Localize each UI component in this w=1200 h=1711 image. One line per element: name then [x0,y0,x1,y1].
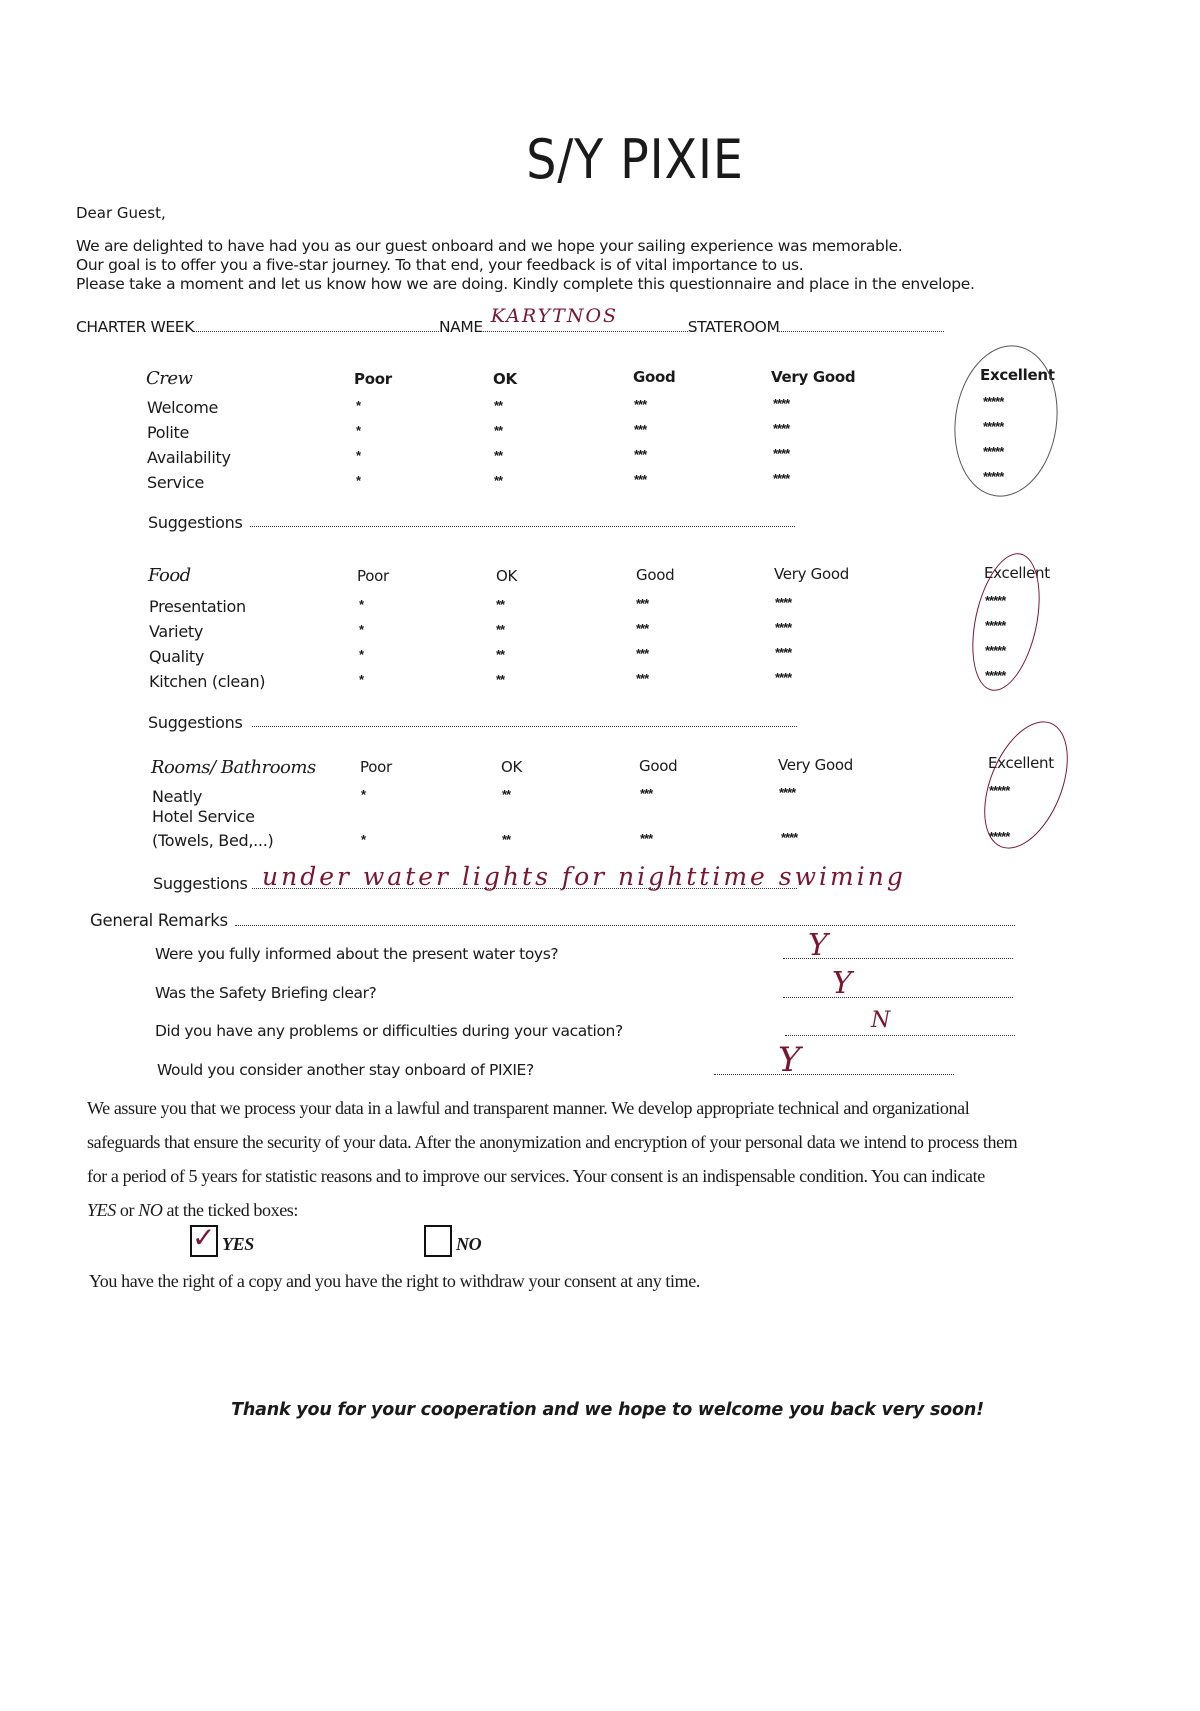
item-label: Variety [149,622,204,641]
consent-line-4: YES or NO at the ticked boxes: [87,1200,298,1220]
section-title: Food [148,565,191,586]
rating-option-ok[interactable]: ** [494,473,503,488]
answer-4-field[interactable] [714,1062,954,1075]
answer-1-value: Y [808,928,828,963]
rating-option-poor[interactable]: * [359,597,364,612]
rating-option-poor[interactable]: * [356,473,361,488]
rating-option-very-good[interactable]: **** [775,620,792,635]
rating-option-good[interactable]: *** [640,786,653,801]
page-title: S/Y PIXIE [526,128,744,191]
rating-option-excellent[interactable]: ***** [989,783,1010,798]
item-label: Availability [147,448,231,467]
item-label: Service [147,473,205,492]
rating-option-very-good[interactable]: **** [775,670,792,685]
rating-option-good[interactable]: *** [636,596,649,611]
header-poor: Poor [354,370,392,388]
header-very-good: Very Good [771,368,856,386]
rating-option-excellent[interactable]: ***** [983,444,1004,459]
item-label: Kitchen (clean) [149,672,266,691]
header-fields [76,305,944,336]
suggestions-label: Suggestions [148,713,243,732]
rating-option-good[interactable]: *** [634,422,647,437]
item-label: Welcome [147,398,219,417]
rating-option-poor[interactable]: * [359,622,364,637]
rating-option-ok[interactable]: ** [496,597,505,612]
rating-option-very-good[interactable]: **** [773,446,790,461]
rating-option-excellent[interactable]: ***** [983,469,1004,484]
consent-rights: You have the right of a copy and you have the right to withdraw your consent at any time. [89,1271,700,1291]
general-remarks-label: General Remarks [90,911,228,930]
header-excellent: Excellent [988,754,1054,772]
suggestions-field[interactable] [250,514,795,527]
consent-no-label: NO [456,1234,482,1254]
rating-option-ok[interactable]: ** [494,398,503,413]
intro-line-1: We are delighted to have had you as our guest onboard and we hope your sailing experience was memorable. [76,237,903,255]
rating-option-poor[interactable]: * [359,672,364,687]
answer-4-value: Y [778,1040,801,1080]
item-label: Quality [149,647,205,666]
suggestions-label: Suggestions [148,513,243,532]
excellent-selection-circle [968,709,1085,860]
header-poor: Poor [357,567,389,585]
rating-option-ok[interactable]: ** [496,672,505,687]
question-1: Were you fully informed about the present water toys? [155,945,559,963]
section-title: Crew [146,368,193,389]
rating-option-ok[interactable]: ** [496,622,505,637]
header-poor: Poor [360,758,392,776]
header-good: Good [633,368,676,386]
rating-option-ok[interactable]: ** [502,787,511,802]
name-value: KARYTNOS [490,305,619,327]
answer-2-value: Y [832,966,852,1001]
rating-option-good[interactable]: *** [634,397,647,412]
rating-option-ok[interactable]: ** [496,647,505,662]
rating-option-poor[interactable]: * [356,423,361,438]
consent-yes-checkbox[interactable] [190,1221,218,1257]
rating-option-excellent[interactable]: ***** [989,829,1010,844]
header-ok: OK [496,567,518,585]
rating-option-excellent[interactable]: ***** [983,394,1004,409]
rating-option-very-good[interactable]: **** [773,421,790,436]
charter-week-label: CHARTER WEEK [76,318,194,336]
charter-week-field[interactable] [194,319,439,332]
suggestions-handwritten-value: under water lights for nighttime swiming [262,862,906,891]
rating-option-good[interactable]: *** [636,646,649,661]
answer-2-field[interactable] [783,985,1013,998]
rating-option-very-good[interactable]: **** [779,785,796,800]
answer-3-field[interactable] [785,1023,1015,1036]
rating-option-excellent[interactable]: ***** [983,419,1004,434]
rating-option-excellent[interactable]: ***** [985,618,1006,633]
checkmark-icon: ✓ [192,1221,216,1254]
header-ok: OK [493,370,517,388]
excellent-selection-circle [945,339,1067,504]
consent-line-1: We assure you that we process your data in a lawful and transparent manner. We develop appropriate technical and organizational [87,1098,970,1118]
name-label: NAME [438,318,483,336]
greeting: Dear Guest, [76,204,166,222]
rating-option-excellent[interactable]: ***** [985,668,1006,683]
question-3: Did you have any problems or difficulties during your vacation? [155,1022,623,1040]
rating-option-very-good[interactable]: **** [773,396,790,411]
rating-option-very-good[interactable]: **** [775,595,792,610]
item-label: Presentation [149,597,246,616]
rating-option-ok[interactable]: ** [494,423,503,438]
item-label: Neatly [152,787,203,806]
item-label: Hotel Service [152,807,255,826]
header-very-good: Very Good [774,565,849,583]
rating-option-very-good[interactable]: **** [773,471,790,486]
rating-option-poor[interactable]: * [359,647,364,662]
question-2: Was the Safety Briefing clear? [155,984,377,1002]
stateroom-field[interactable] [779,319,944,332]
suggestions-field[interactable] [252,714,797,727]
rating-option-good[interactable]: *** [634,447,647,462]
rating-option-good[interactable]: *** [634,472,647,487]
rating-option-good[interactable]: *** [640,831,653,846]
question-4: Would you consider another stay onboard of PIXIE? [157,1061,534,1079]
header-good: Good [639,757,678,775]
rating-option-ok[interactable]: ** [494,448,503,463]
suggestions-label: Suggestions [153,874,248,893]
header-good: Good [636,566,675,584]
header-excellent: Excellent [980,366,1055,384]
consent-line-2: safeguards that ensure the security of your data. After the anonymization and encryption of your personal data we intend to process them [87,1132,1018,1152]
rating-option-poor[interactable]: * [356,448,361,463]
rating-option-excellent[interactable]: ***** [985,643,1006,658]
intro-line-2: Our goal is to offer you a five-star journey. To that end, your feedback is of vital importance to us. [76,256,804,274]
rating-option-poor[interactable]: * [361,832,366,847]
header-very-good: Very Good [778,756,853,774]
stateroom-label: STATEROOM [687,318,780,336]
rating-option-very-good[interactable]: **** [775,645,792,660]
header-excellent: Excellent [984,564,1050,582]
intro-line-3: Please take a moment and let us know how we are doing. Kindly complete this questionnaire and place in the envelope. [76,275,975,293]
closing-message: Thank you for your cooperation and we hope to welcome you back very soon! [231,1400,984,1420]
consent-line-3: for a period of 5 years for statistic reasons and to improve our services. Your consent is an indispensable condition. You can indicate [87,1166,985,1186]
rating-option-good[interactable]: *** [636,671,649,686]
rating-option-excellent[interactable]: ***** [985,593,1006,608]
header-ok: OK [501,758,523,776]
rating-option-very-good[interactable]: **** [781,830,798,845]
consent-yes-label: YES [222,1234,254,1254]
item-label: Polite [147,423,190,442]
item-label-detail: (Towels, Bed,...) [152,831,274,850]
section-title: Rooms/ Bathrooms [151,757,316,778]
rating-option-poor[interactable]: * [356,398,361,413]
rating-option-ok[interactable]: ** [502,832,511,847]
rating-option-good[interactable]: *** [636,621,649,636]
rating-option-poor[interactable]: * [361,787,366,802]
consent-no-checkbox[interactable] [424,1225,452,1257]
answer-3-value: N [871,1008,891,1033]
general-remarks-field[interactable] [235,913,1015,926]
name-field[interactable] [483,305,688,332]
